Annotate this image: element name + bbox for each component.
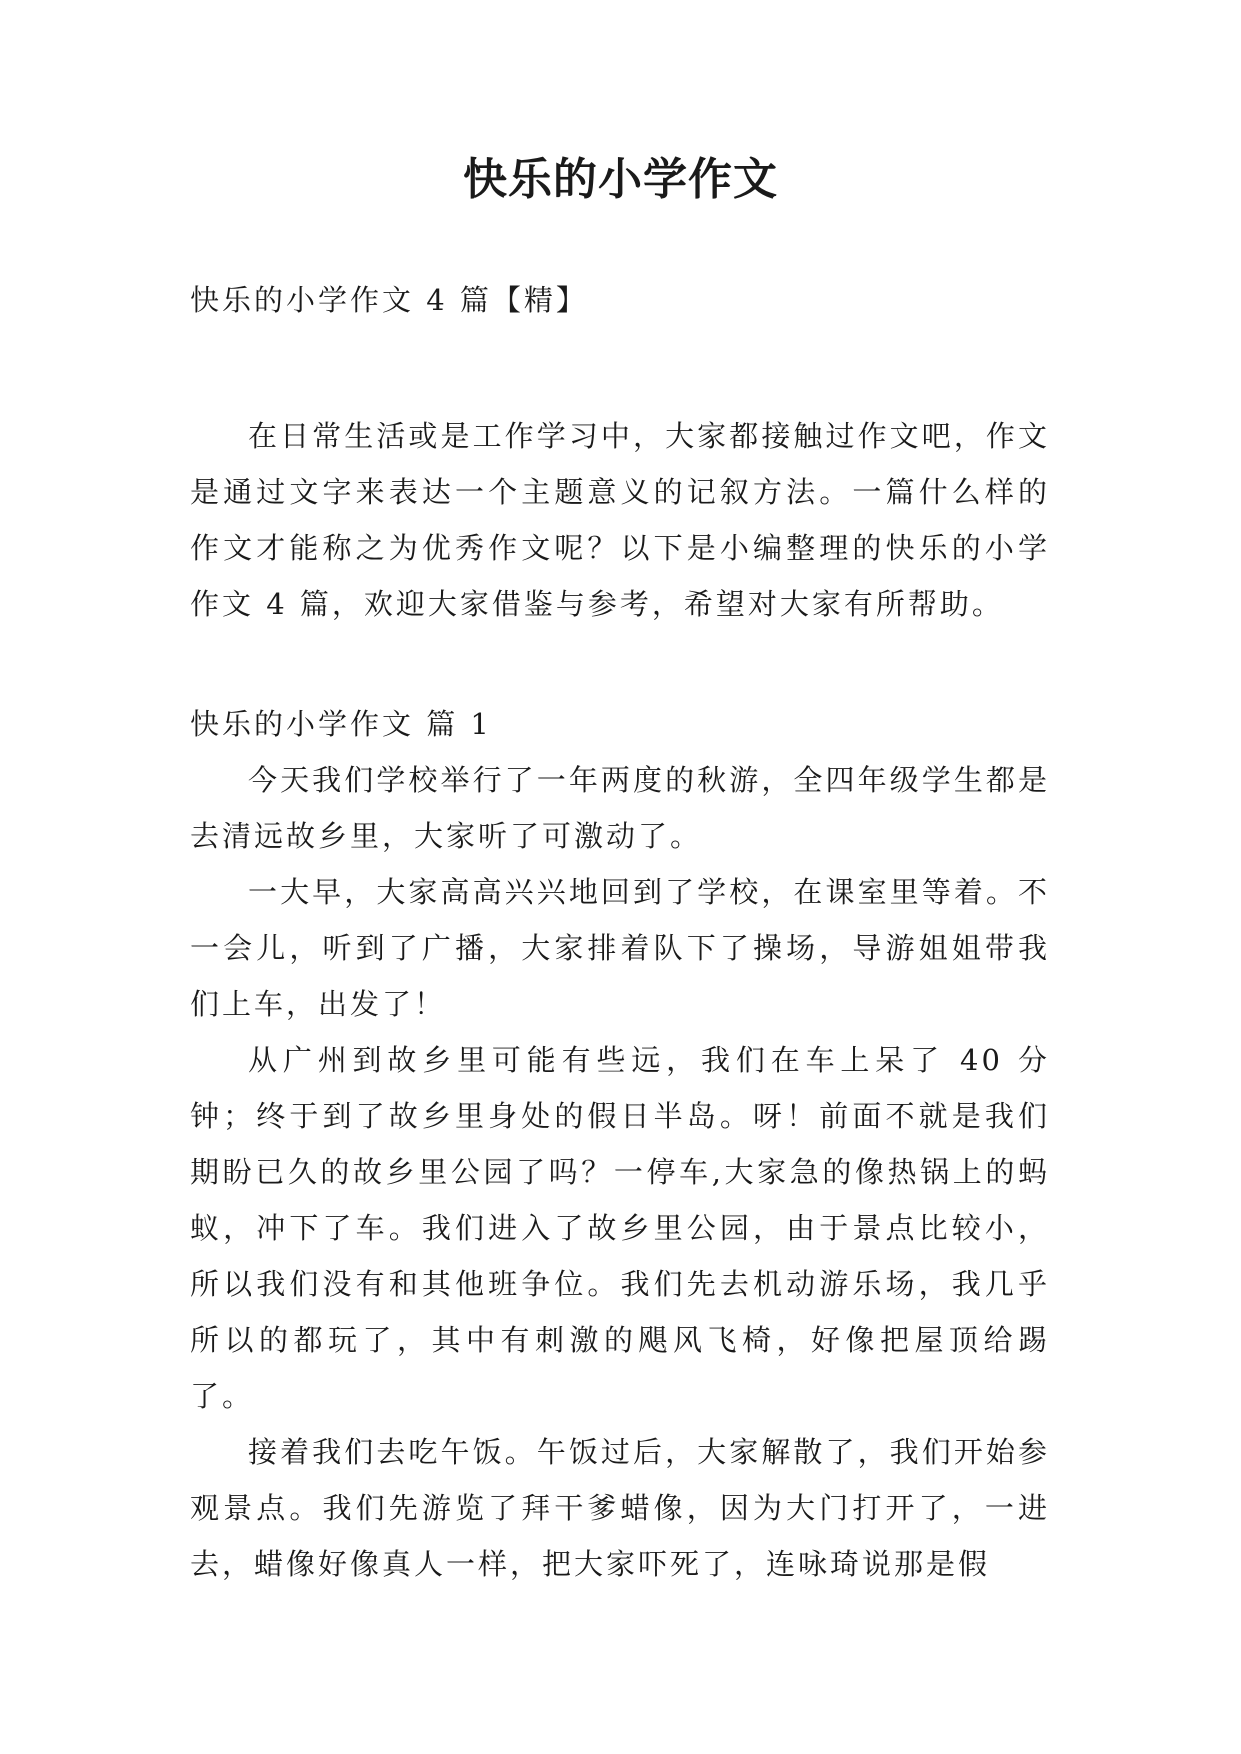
essay-paragraph: 从广州到故乡里可能有些远，我们在车上呆了 40 分钟；终于到了故乡里身处的假日半岛。呀！前面不就是我们期盼已久的故乡里公园了吗？一停车,大家急的像热锅上的蚂蚁，冲下了车。我们进入了故乡里公园，由于景点比较小，所以我们没有和其他班争位。我们先去机动游乐场，我几乎所以的都玩了，其中有刺激的飓风飞椅，好像把屋顶给踢了。 [190, 1043, 1050, 1413]
document-body [190, 272, 1050, 1581]
document-subtitle: 快乐的小学作文 4 篇【精】 [190, 283, 588, 317]
essay-paragraph: 一大早，大家高高兴兴地回到了学校，在课室里等着。不一会儿，听到了广播，大家排着队下了操场，导游姐姐带我们上车，出发了！ [190, 875, 1050, 1021]
section-heading: 快乐的小学作文 篇 1 [190, 707, 492, 741]
essay-paragraph: 今天我们学校举行了一年两度的秋游，全四年级学生都是去清远故乡里，大家听了可激动了。 [190, 763, 1050, 853]
essay-body [190, 752, 1050, 1592]
essay-paragraph: 接着我们去吃午饭。午饭过后，大家解散了，我们开始参观景点。我们先游览了拜干爹蜡像，因为大门打开了，一进去，蜡像好像真人一样，把大家吓死了，连咏琦说那是假 [190, 1435, 1050, 1581]
intro-paragraph: 在日常生活或是工作学习中，大家都接触过作文吧，作文是通过文字来表达一个主题意义的记叙方法。一篇什么样的作文才能称之为优秀作文呢？以下是小编整理的快乐的小学作文 4 篇，欢迎大家借鉴与参考，希望对大家有所帮助。 [190, 419, 1050, 621]
document-title: 快乐的小学作文 [463, 154, 778, 205]
